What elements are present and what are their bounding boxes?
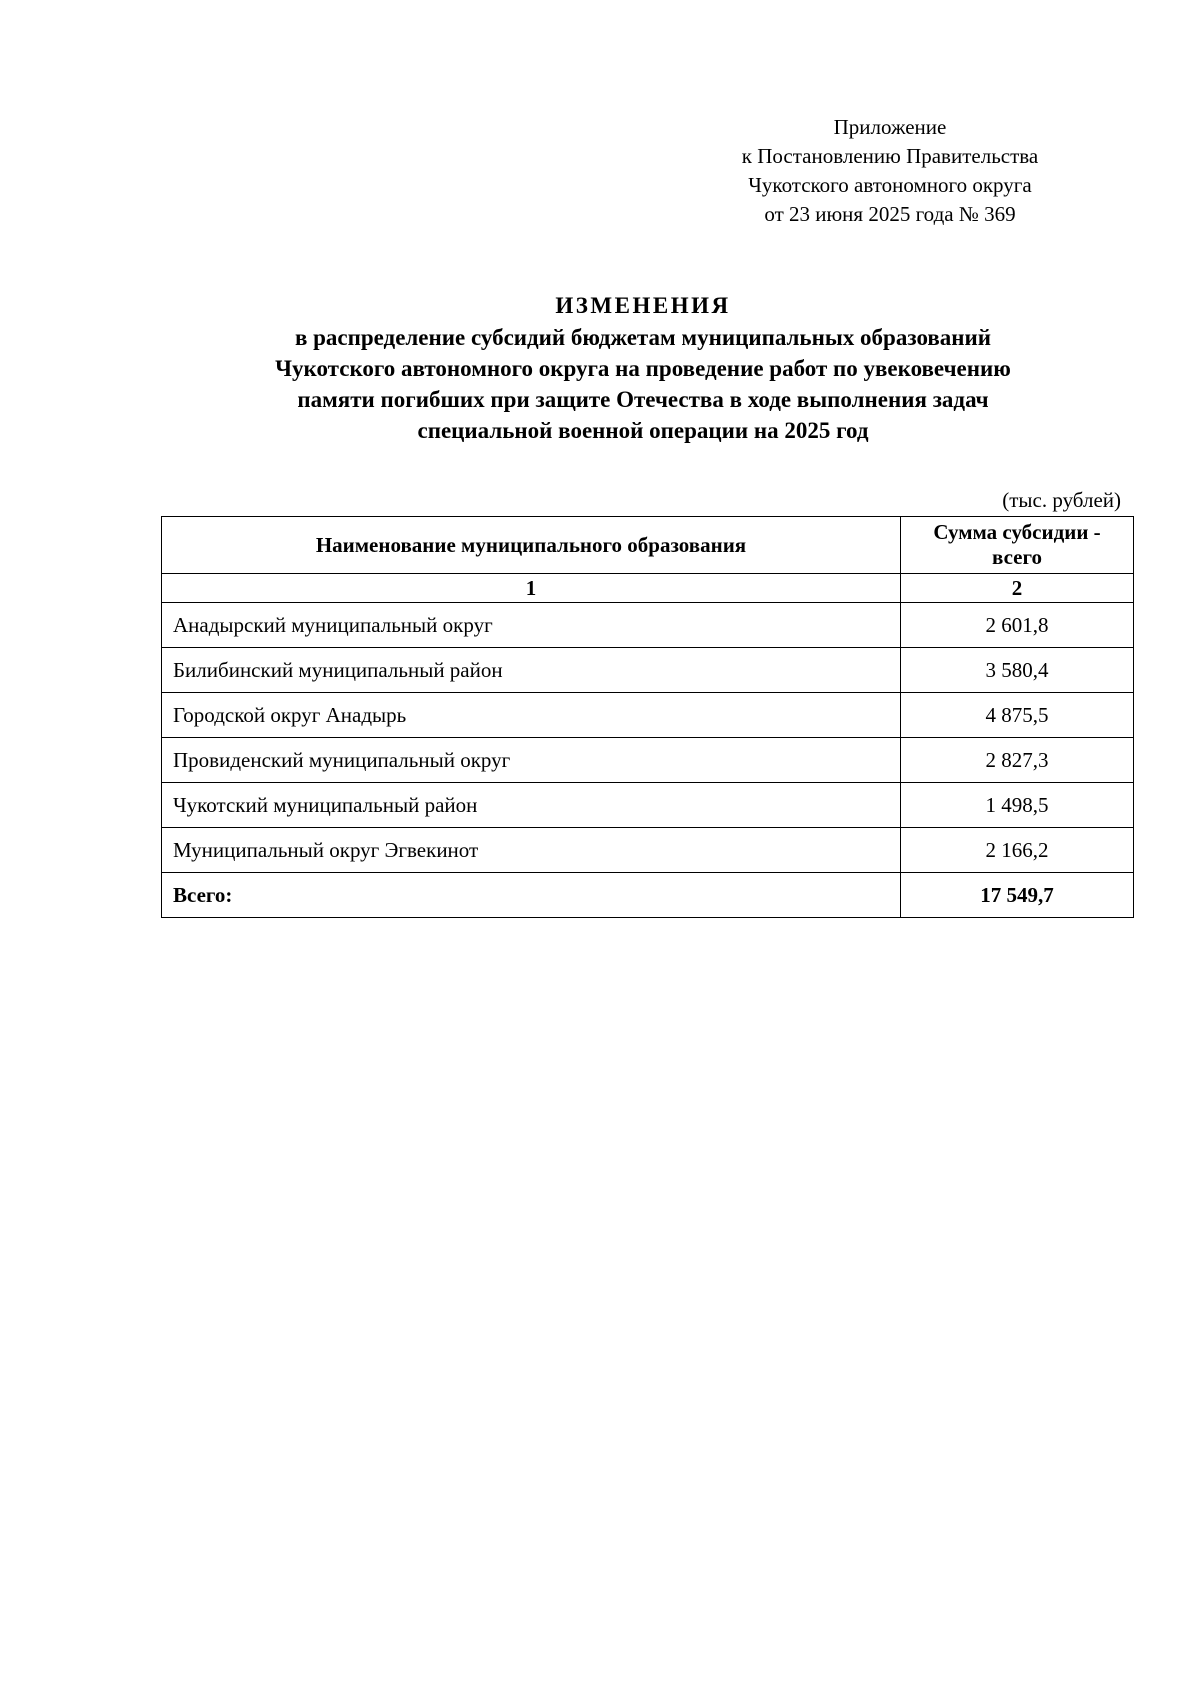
municipality-name: Городской округ Анадырь [162,693,901,738]
table-row [162,828,1134,873]
subsidy-amount: 2 166,2 [901,828,1134,873]
municipality-name: Муниципальный округ Эгвекинот [162,828,901,873]
subsidy-amount: 2 601,8 [901,603,1134,648]
table-row [162,693,1134,738]
total-label: Всего: [162,873,901,918]
header-subsidy-total-line1: Сумма субсидии - [933,520,1101,544]
table-row [162,603,1134,648]
table-row [162,738,1134,783]
appendix-authority: Чукотского автономного округа [748,173,1032,197]
column-number-row [162,574,1134,603]
appendix-decree-ref: к Постановлению Правительства [741,144,1039,168]
table-row [162,648,1134,693]
document-subtitle-line: памяти погибших при защите Отечества в ходе выполнения задач [297,387,989,412]
municipality-name: Чукотский муниципальный район [162,783,901,828]
appendix-date-number: от 23 июня 2025 года № 369 [764,202,1016,226]
subsidy-amount: 1 498,5 [901,783,1134,828]
subsidies-table [161,516,1134,918]
header-subsidy-total-line2: всего [991,545,1042,569]
table-row [162,783,1134,828]
units-note: (тыс. рублей) [1002,488,1121,512]
document-subtitle-line: в распределение субсидий бюджетам муниципальных образований [294,325,992,350]
municipality-name: Провиденский муниципальный округ [162,738,901,783]
municipality-name: Билибинский муниципальный район [162,648,901,693]
document-title: ИЗМЕНЕНИЯ [555,293,731,318]
total-amount: 17 549,7 [901,873,1134,918]
document-subtitle-line: Чукотского автономного округа на проведение работ по увековечению [275,356,1011,381]
subsidy-amount: 2 827,3 [901,738,1134,783]
appendix-header [680,113,1100,229]
subsidy-amount: 4 875,5 [901,693,1134,738]
column-number-2: 2 [901,574,1134,603]
column-number-1: 1 [162,574,901,603]
municipality-name: Анадырский муниципальный округ [162,603,901,648]
subsidy-amount: 3 580,4 [901,648,1134,693]
document-subtitle-line: специальной военной операции на 2025 год [417,418,869,443]
table-total-row [162,873,1134,918]
document-heading [150,290,1136,446]
table-header-row [162,517,1134,574]
header-municipality-name: Наименование муниципального образования [162,517,901,574]
appendix-label: Приложение [833,115,947,139]
header-subsidy-total [901,517,1134,574]
